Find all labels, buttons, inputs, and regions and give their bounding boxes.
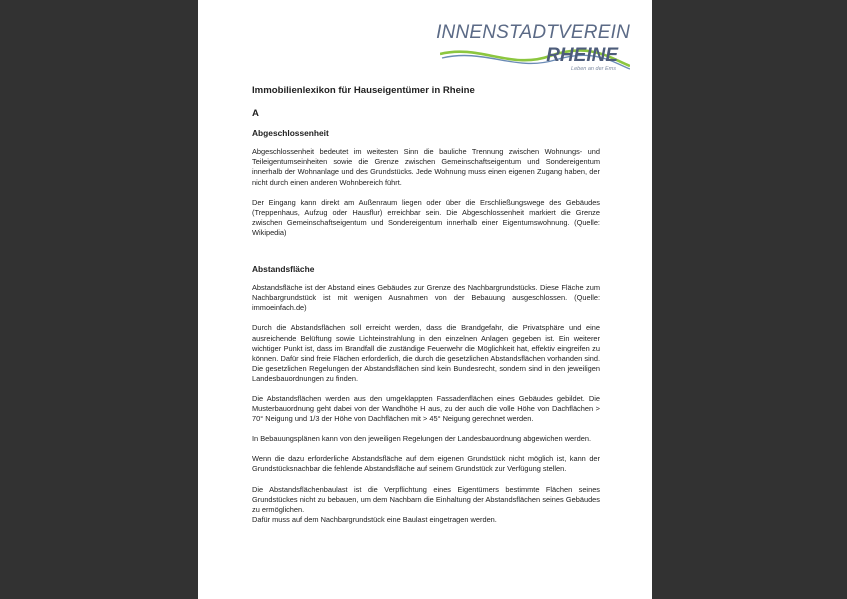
section-title: Abgeschlossenheit (252, 128, 329, 139)
section-title: Abstandsfläche (252, 264, 315, 275)
paragraph: Wenn die dazu erforderliche Abstandsfläche auf dem eigenen Grundstück nicht möglich ist, kann der Grundstücksnachbar die fehlende Abstandsfläche auf seinem Grundstück zur Verfügung stellen. (252, 454, 600, 474)
paragraph: Die Abstandsflächenbaulast ist die Verpflichtung eines Eigentümers bestimmte Flächen seines Grundstückes nicht zu bebauen, um dem Nachbarn die Einhaltung der Abstandsflächen seines Gebäudes zu ermöglichen. (252, 484, 600, 514)
paragraph: Die Abstandsflächen werden aus den umgeklappten Fassadenflächen eines Gebäudes gebildet. Die Musterbauordnung geht dabei von der Wandhöhe H aus, zu der auch die volle Höhe von Dachflächen > 70° Neigung und 1/3 der Höhe von Dachflächen mit > 45° Neigung gerechnet werden. (252, 393, 600, 424)
logo-line1: INNENSTADTVEREIN (436, 22, 630, 43)
document-page (198, 0, 652, 599)
innenstadtverein-logo (400, 16, 630, 76)
paragraph: Dafür muss auf dem Nachbargrundstück eine Baulast eingetragen werden. (252, 514, 497, 524)
section-gap (252, 248, 600, 264)
paragraph: Durch die Abstandsflächen soll erreicht werden, dass die Brandgefahr, die Privatsphäre und eine ausreichende Belüftung sowie Lichteinstrahlung in den einzelnen Anlagen gegeben ist. Ein weiterer wichtiger Punkt ist, dass im Brandfall die zuständige Feuerwehr die Möglichkeit hat, effektiv eingreifen zu können. Dafür sind freie Flächen erforderlich, die durch die gesetzlichen Abstandsflächen vorhanden sind. Die gesetzlichen Regelungen der Abstandsflächen sind kein Bundesrecht, sondern sind in den jeweiligen Landesbauordnungen zu finden. (252, 323, 600, 383)
logo-line2: RHEINE (546, 45, 618, 66)
paragraph: Abgeschlossenheit bedeutet im weitesten Sinn die bauliche Trennung zwischen Wohnungs- und Teileigentumseinheiten sowie die Grenze zwischen Gemeinschaftseigentum und Sondereigentum innerhalb der Wohnanlage und des Grundstücks. Jede Wohnung muss einen eigenen Zugang haben, der nicht durch einen anderen Wohnbereich führt. (252, 147, 600, 187)
paragraph: Der Eingang kann direkt am Außenraum liegen oder über die Erschließungswege des Gebäudes (Treppenhaus, Aufzug oder Hausflur) erreichbar sein. Die Abgeschlossenheit markiert die Grenze zwischen Gemeinschaftseigentum und Sondereigentum innerhalb einer Eigentumswohnung. (Quelle: Wikipedia) (252, 197, 600, 237)
paragraph: Abstandsfläche ist der Abstand eines Gebäudes zur Grenze des Nachbargrundstücks. Diese Fläche zum Nachbargrundstück ist mit wenigen Ausnahmen von der Bebauung ausgeschlossen. (Quelle: immoeinfach.de) (252, 283, 600, 313)
paragraph: In Bebauungsplänen kann von den jeweiligen Regelungen der Landesbauordnung abgewichen werden. (252, 434, 592, 444)
document-title: Immobilienlexikon für Hauseigentümer in Rheine (252, 85, 475, 96)
document-content (252, 86, 600, 535)
letter-heading: A (252, 108, 259, 120)
logo-tagline: Leben an der Ems (571, 66, 616, 72)
